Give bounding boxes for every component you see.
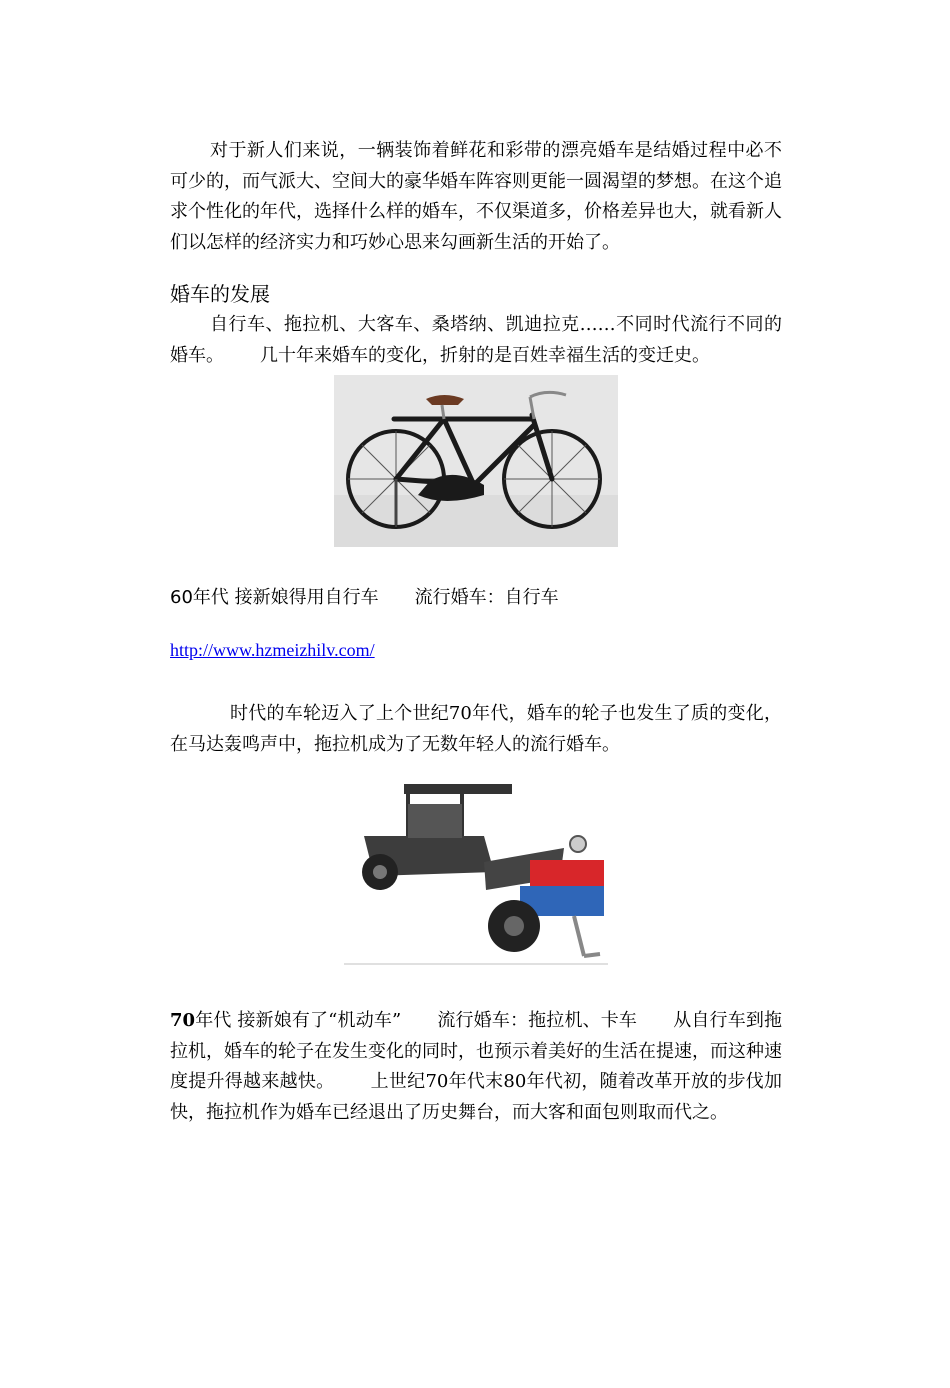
eighties-paragraph (170, 1006, 782, 1128)
eighties-part1: 年代 接新娘有了“机动车” (195, 1010, 402, 1031)
source-link[interactable]: http://www.hzmeizhilv.com/ (170, 640, 375, 660)
section-paragraph-part2: 几十年来婚车的变化，折射的是百姓幸福生活的变迁史。 (260, 344, 710, 366)
section-paragraph-part1: 自行车、拖拉机、大客车、桑塔纳、凯迪拉克……不同时代流行不同的婚车。 (170, 314, 782, 366)
figure1-caption-a: 60年代 接新娘得用自行车 (170, 587, 379, 608)
seventies-paragraph: 时代的车轮迈入了上个世纪70年代，婚车的轮子也发生了质的变化，在马达轰鸣声中，拖拉机成为了无数年轻人的流行婚车。 (170, 703, 782, 755)
bicycle-figure (170, 375, 782, 547)
section-heading: 婚车的发展 (170, 282, 270, 306)
tractor-figure (170, 780, 782, 966)
tractor-image (334, 780, 618, 966)
decade-bold: 70 (170, 1010, 196, 1031)
intro-paragraph: 对于新人们来说，一辆装饰着鲜花和彩带的漂亮婚车是结婚过程中必不可少的，而气派大、空间大的豪华婚车阵容则更能一圆渴望的梦想。在这个追求个性化的年代，选择什么样的婚车，不仅渠道多，价格差异也大，就看新人们以怎样的经济实力和巧妙心思来勾画新生活的开始了。 (170, 140, 782, 253)
eighties-part2: 流行婚车：拖拉机、卡车 (437, 1010, 638, 1031)
eighties-part4: 上世纪70年代末80年代初，随着改革开放的步伐加快，拖拉机作为婚车已经退出了历史舞台，而大客和面包则取而代之。 (170, 1071, 783, 1123)
figure1-caption-b: 流行婚车：自行车 (414, 587, 559, 608)
bicycle-image (334, 375, 618, 547)
eighties-part3: 从自行车到拖拉机，婚车的轮子在发生变化的同时，也预示着美好的生活在提速，而这种速度提升得越来越快。 (170, 1010, 783, 1092)
figure1-caption (170, 583, 782, 613)
document-page (170, 136, 782, 1128)
section-paragraph (170, 310, 782, 371)
